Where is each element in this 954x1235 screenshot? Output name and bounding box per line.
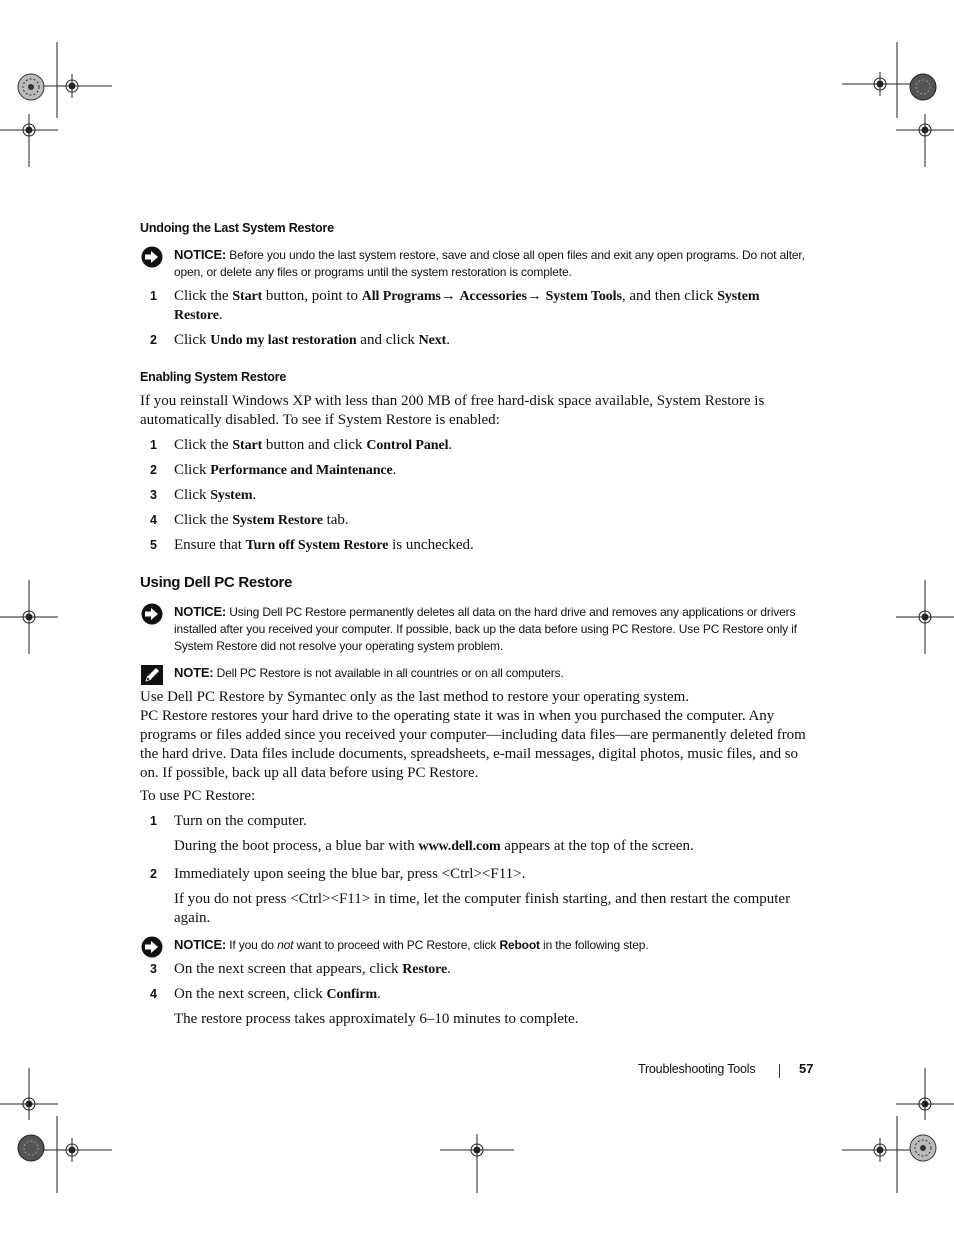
step-text: During the boot process, a blue bar with [174,838,419,854]
notice-undo [140,246,816,281]
step-text: . [377,986,381,1002]
pc-restore-step-3 [150,960,810,979]
enable-step-4 [150,511,810,530]
notice-label: NOTICE: [174,247,227,262]
ui-term-confirm: Confirm [326,987,378,1002]
step-number: 1 [150,438,157,452]
step-text: , and then click [621,288,718,304]
notice-arrow-icon [140,246,164,268]
section-heading-enable: Enabling System Restore [140,370,287,384]
step-number: 2 [150,867,157,881]
note-text: Dell PC Restore is not available in all countries or on all computers. [216,666,564,680]
notice-text: Before you undo the last system restore, save and close all open files and exit any open programs. Do not alter, open, or delete any files or programs until the system restoration is complete. [174,248,805,279]
ui-term-system-restore-tab: System Restore [232,513,323,528]
enable-step-3 [150,486,810,505]
enable-intro: If you reinstall Windows XP with less than 200 MB of free hard-disk space available, System Restore is automatically disabled. To see if System Restore is enabled: [140,393,765,428]
step-number: 5 [150,538,157,552]
pc-restore-step-4 [150,985,810,1004]
notice-label: NOTICE: [174,604,227,619]
step-text: . [447,961,451,977]
footer-divider [779,1064,780,1078]
pc-restore-step-1-detail [174,837,814,856]
step-text: Click [174,462,211,478]
ui-term-start: Start [232,289,263,304]
section-heading-undo: Undoing the Last System Restore [140,221,334,235]
ui-term-restore: Restore [402,962,448,977]
notice-arrow-icon [140,936,164,958]
step-text: . [218,307,223,323]
step-text: Immediately upon seeing the blue bar, press <Ctrl><F11>. [174,866,526,882]
pc-restore-step-2-detail: If you do not press <Ctrl><F11> in time, let the computer finish starting, and then restart the computer again. [174,891,791,926]
step-text: → [526,288,546,304]
step-text: Click the [174,288,233,304]
notice-reboot [140,936,816,954]
step-number: 3 [150,488,157,502]
footer-section-title: Troubleshooting Tools [638,1062,756,1076]
step-text: is unchecked. [388,537,474,553]
ui-term-accessories: Accessories [459,289,527,304]
ui-term-all-programs: All Programs [361,289,441,304]
ui-term-system: System [210,488,253,503]
step-text: and click [356,332,419,348]
ui-term-next: Next [418,333,447,348]
step-number: 2 [150,463,157,477]
step-text: On the next screen that appears, click [174,961,403,977]
ui-term-control-panel: Control Panel [366,438,449,453]
step-number: 2 [150,333,157,347]
note-label: NOTE: [174,665,214,680]
step-text: Click the [174,437,233,453]
pc-restore-step-1 [150,812,810,831]
step-text: On the next screen, click [174,986,327,1002]
step-text: Turn on the computer. [174,813,307,829]
ui-term-reboot: Reboot [499,938,540,952]
ui-term-undo-last-restoration: Undo my last restoration [210,333,357,348]
pc-restore-step-2 [150,865,810,884]
step-text: . [446,332,450,348]
enable-step-5 [150,536,810,555]
step-text: Ensure that [174,537,246,553]
step-text: . [448,437,453,453]
pc-restore-para-2: PC Restore restores your hard drive to the operating state it was in when you purchased the computer. Any programs or files added since you received your computer—including data files—are permanently deleted from the hard drive. Data files include documents, spreadsheets, e-mail messages, digital photos, music files, and so on. If possible, back up all data before using PC Restore. [140,708,806,781]
pc-restore-step-4-detail: The restore process takes approximately 6–10 minutes to complete. [174,1011,579,1027]
step-number: 1 [150,289,157,303]
section-heading-pc-restore: Using Dell PC Restore [140,574,293,591]
notice-arrow-icon [140,603,164,625]
ui-term-system-restore: System Restore [174,289,760,323]
page-number: 57 [799,1061,814,1076]
notice-text: in the following step. [539,938,649,952]
ui-term-turn-off-system-restore: Turn off System Restore [245,538,389,553]
step-text: button, point to [262,288,362,304]
step-number: 4 [150,987,157,1001]
step-text: → [440,288,460,304]
notice-text: Using Dell PC Restore permanently deletes all data on the hard drive and removes any applications or drivers installed after you received your computer. If possible, back up the data before using PC Restore. Use PC Restore only if System Restore did not resolve your operating system problem. [174,605,797,653]
enable-step-2 [150,461,810,480]
step-text: Click the [174,512,233,528]
step-number: 4 [150,513,157,527]
step-text: . [252,487,257,503]
ui-term-dell-url: www.dell.com [418,839,501,854]
step-text: button and click [262,437,367,453]
enable-step-1 [150,436,810,455]
step-text: . [392,462,397,478]
note-pencil-icon [140,664,164,686]
step-text: Click [174,487,211,503]
pc-restore-para-1: Use Dell PC Restore by Symantec only as the last method to restore your operating system. [140,689,690,705]
step-text: appears at the top of the screen. [500,838,694,854]
ui-term-performance-maintenance: Performance and Maintenance [210,463,393,478]
step-number: 1 [150,814,157,828]
step-text: tab. [322,512,349,528]
note-availability [140,664,816,682]
step-number: 3 [150,962,157,976]
notice-emphasis: not [277,938,294,952]
ui-term-start: Start [232,438,263,453]
notice-text: If you do [229,938,278,952]
notice-label: NOTICE: [174,937,227,952]
undo-step-2 [150,331,810,350]
step-text: Click [174,332,211,348]
pc-restore-para-3: To use PC Restore: [140,788,256,804]
notice-text: want to proceed with PC Restore, click [293,938,500,952]
undo-step-1 [150,287,810,325]
notice-pc-restore [140,603,816,655]
ui-term-system-tools: System Tools [545,289,622,304]
